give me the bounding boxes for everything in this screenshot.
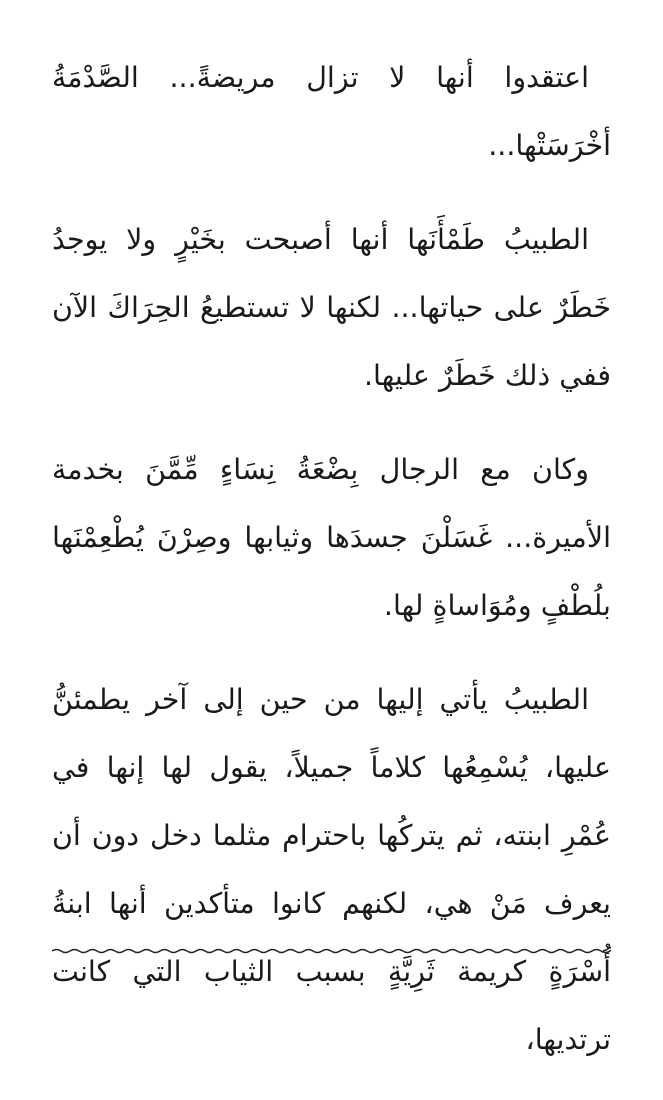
paragraph-3: وكان مع الرجال بِضْعَةُ نِسَاءٍ مِّمَّنَ بخدمة الأميرة... غَسَلْنَ جسدَها وثيابها وصِرْنَ يُطْعِمْنَها بلُطْفٍ ومُوَاساةٍ لها.	[52, 453, 611, 622]
paragraph-4: الطبيبُ يأتي إليها من حين إلى آخر يطمئنُّ عليها، يُسْمِعُها كلاماً جميلاً، يقول لها إنها في عُمْرِ ابنته، ثم يتركُها باحترام مثلما دخل دون أن يعرف مَنْ هي، لكنهم كانوا متأكدين أنها ابنةُ أُسْرَةٍ كريمة ثَرِيَّةٍ بسبب الثياب التي كانت ترتديها،	[52, 683, 611, 1056]
book-page-text	[52, 44, 611, 1100]
paragraph-1: اعتقدوا أنها لا تزال مريضةً... الصَّدْمَةُ أخْرَسَتْها...	[52, 61, 611, 162]
wavy-rule-divider	[52, 944, 611, 958]
paragraph-2: الطبيبُ طَمْأَنَها أنها أصبحت بخَيْرٍ ولا يوجدُ خَطَرٌ على حياتها... لكنها لا تستطيعُ الحِرَاكَ الآن ففي ذلك خَطَرٌ عليها.	[52, 223, 611, 392]
